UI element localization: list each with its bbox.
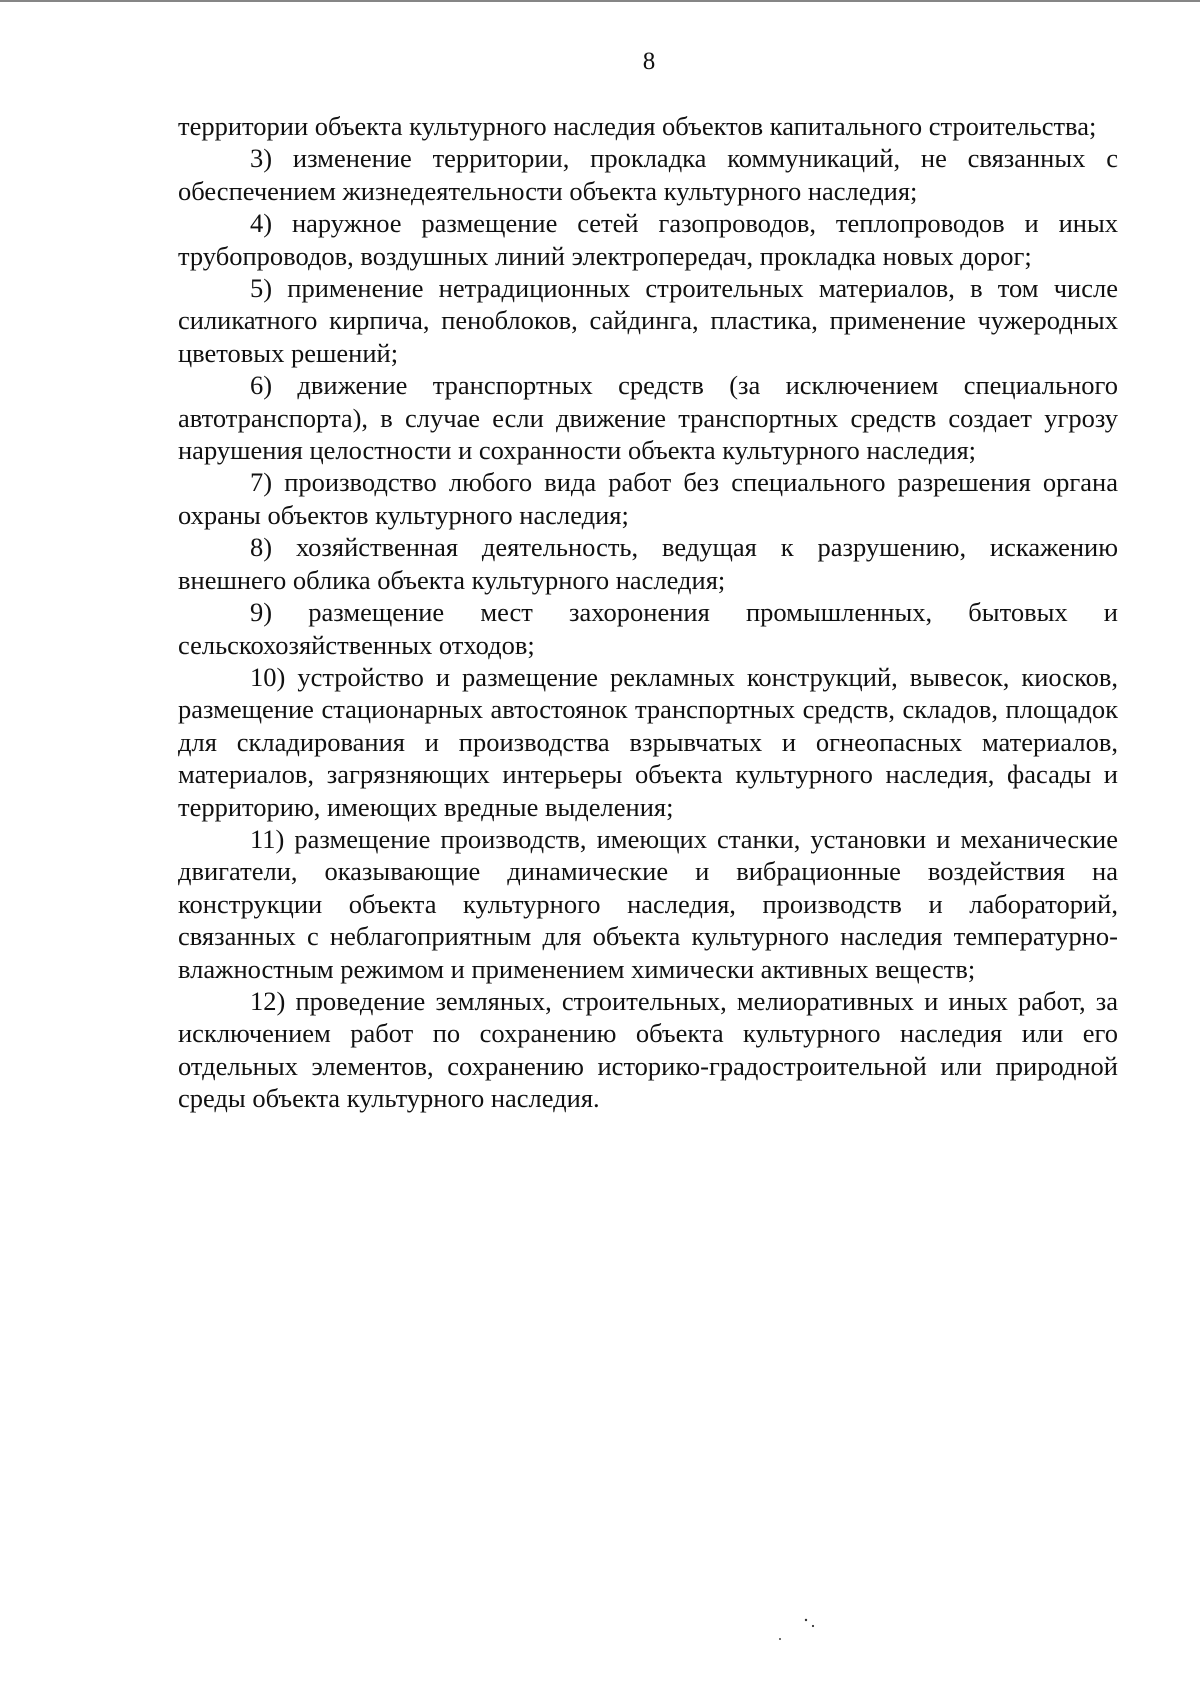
- list-item-12: 12) проведение земляных, строительных, мелиоративных и иных работ, за исключением работ по сохранению объекта культурного наследия или его отдельных элементов, сохранению историко-градостроительной или природной среды объекта культурного наследия.: [178, 985, 1118, 1114]
- scan-edge-line: [0, 0, 1200, 2]
- list-item-9: 9) размещение мест захоронения промышленных, бытовых и сельскохозяйственных отходов;: [178, 597, 1118, 660]
- list-item-5: 5) применение нетрадиционных строительных материалов, в том числе силикатного кирпича, пеноблоков, сайдинга, пластика, применение чужеродных цветовых решений;: [178, 273, 1118, 368]
- list-item-10: 10) устройство и размещение рекламных конструкций, вывесок, киосков, размещение стационарных автостоянок транспортных средств, складов, площадок для складирования и производства взрывчатых и огнеопасных материалов, материалов, загрязняющих интерьеры объекта культурного наследия, фасады и территорию, имеющих вредные выделения;: [178, 661, 1118, 822]
- list-item-7: 7) производство любого вида работ без специального разрешения органа охраны объектов культурного наследия;: [178, 467, 1118, 530]
- list-item-11: 11) размещение производств, имеющих станки, установки и механические двигатели, оказывающие динамические и вибрационные воздействия на конструкции объекта культурного наследия, производств и лабораторий, связанных с неблагоприятным для объекта культурного наследия температурно-влажностным режимом и применением химически активных веществ;: [178, 823, 1118, 984]
- page-number: 8: [642, 48, 656, 75]
- list-item-3: 3) изменение территории, прокладка коммуникаций, не связанных с обеспечением жизнедеятельности объекта культурного наследия;: [178, 143, 1118, 206]
- list-item-8: 8) хозяйственная деятельность, ведущая к разрушению, искажению внешнего облика объекта культурного наследия;: [178, 532, 1118, 595]
- document-body: [178, 110, 1118, 1115]
- list-item-6: 6) движение транспортных средств (за исключением специального автотранспорта), в случае если движение транспортных средств создает угрозу нарушения целостности и сохранности объекта культурного наследия;: [178, 370, 1118, 466]
- list-item-4: 4) наружное размещение сетей газопроводов, теплопроводов и иных трубопроводов, воздушных линий электропередач, прокладка новых дорог;: [178, 208, 1118, 271]
- scan-specks: [776, 1614, 826, 1644]
- paragraph-continuation: территории объекта культурного наследия объектов капитального строительства;: [178, 111, 1097, 141]
